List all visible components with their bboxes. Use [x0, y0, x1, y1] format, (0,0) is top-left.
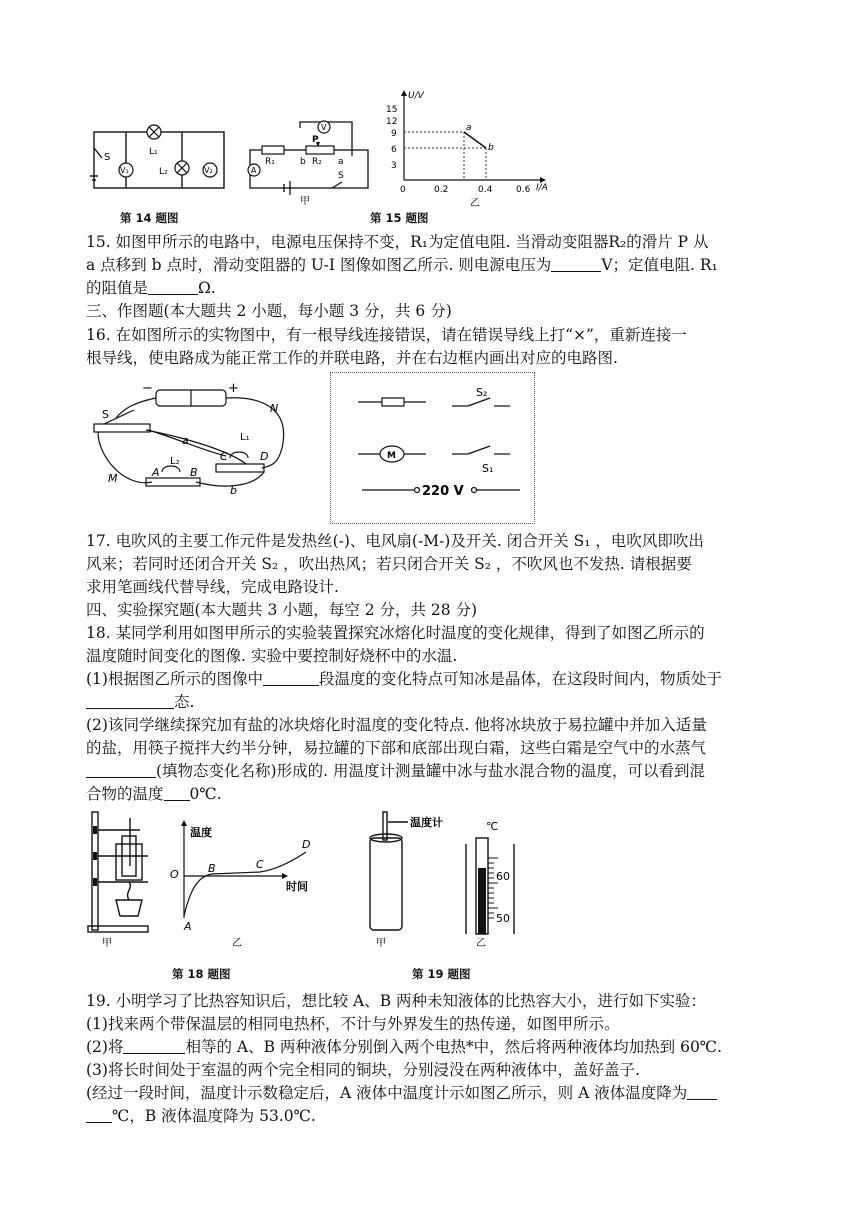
- fig18-point-a: A: [184, 920, 192, 933]
- fig15-a-point-label: a: [338, 157, 344, 167]
- q19-blank-temp-part2[interactable]: [86, 1107, 112, 1123]
- q15-line1: 15. 如图甲所示的电路中，电源电压保持不变，R₁为定值电阻. 当滑动变阻器R₂的滑片 P 从: [86, 233, 709, 251]
- fig18-point-b: B: [208, 862, 216, 875]
- fig16-wire-n: N: [270, 402, 279, 415]
- fig15-circuit-label: 甲: [300, 196, 310, 207]
- q18-line5: (2)该同学继续探究加有盐的冰块熔化时温度的变化特点. 他将冰块放于易拉罐中并加入适量: [86, 716, 707, 734]
- fig15-s-label: S: [338, 171, 344, 181]
- q19-line3a: (2)将: [86, 1038, 124, 1056]
- q18-line4b: 态.: [174, 693, 195, 711]
- q19-blank-temp-part1[interactable]: [687, 1084, 717, 1100]
- fig18-graph-label: 乙: [232, 938, 242, 948]
- fig14-v2-label: V₂: [204, 166, 213, 175]
- figure-15-circuit: [244, 118, 374, 208]
- fig15-xtick: 0.4: [478, 185, 493, 195]
- fig19-tick-60: 60: [496, 870, 510, 883]
- fig15-ytick: 12: [386, 117, 398, 127]
- fig19-thermometer-label: 温度计: [410, 816, 443, 829]
- q18-line7b: (填物态变化名称)形成的. 用温度计测量罐中冰与盐水混合物的温度，可以看到混: [156, 762, 705, 780]
- figure-15-ui-graph: [382, 88, 562, 208]
- q15-line3b: Ω.: [198, 279, 216, 297]
- section-4-heading: 四、实验探究题(本大题共 3 小题，每空 2 分，共 28 分): [86, 601, 478, 619]
- fig15-ytick: 9: [391, 129, 397, 139]
- q18-blank-segment[interactable]: [263, 670, 319, 686]
- section-3-heading: 三、作图题(本大题共 2 小题，每小题 3 分，共 6 分): [86, 302, 452, 320]
- fig15-xtick: 0.6: [516, 185, 531, 195]
- fig15-v-label: V: [321, 123, 327, 132]
- q16-line1: 16. 在如图所示的实物图中，有一根导线连接错误，请在错误导线上打“×”，重新连接一: [86, 326, 687, 344]
- fig16-box-s2-label: S₂: [476, 386, 488, 399]
- fig18-ylabel: 温度: [190, 826, 212, 839]
- figure-18-apparatus: [86, 808, 166, 948]
- figure-18-temperature-graph: [164, 818, 324, 948]
- fig16-box-motor-label: M: [387, 451, 396, 461]
- fig15-a-label: A: [251, 166, 257, 175]
- fig15-ytick: 15: [386, 105, 398, 115]
- fig14-v1-label: V₁: [120, 166, 129, 175]
- q19-line6b: ℃，B 液体温度降为 53.0℃.: [112, 1107, 316, 1125]
- fig19-right-label: 乙: [476, 938, 486, 948]
- q18-blank-state[interactable]: [86, 693, 174, 709]
- q19-line2: (1)找来两个带保温层的相同电热杯，不计与外界发生的热传递，如图甲所示。: [86, 1015, 620, 1033]
- fig16-b-label: B: [190, 466, 198, 479]
- q15-blank-voltage[interactable]: [551, 256, 601, 272]
- q18-line3a: (1)根据图乙所示的图像中: [86, 670, 263, 688]
- q16-line2: 根导线，使电路成为能正常工作的并联电路，并在右边框内画出对应的电路图.: [86, 349, 618, 367]
- fig15-caption: 第 15 题图: [370, 211, 429, 225]
- fig16-wire-m: M: [108, 472, 118, 485]
- q17-line1: 17. 电吹风的主要工作元件是发热丝(-)、电风扇(-M-)及开关. 闭合开关 S₁ ，电吹风即吹出: [86, 532, 704, 550]
- fig15-ytick: 6: [391, 145, 397, 155]
- fig16-l2-label: L₂: [170, 456, 180, 467]
- q15-blank-resistance[interactable]: [148, 279, 198, 295]
- q19-line4: (3)将长时间处于室温的两个完全相同的铜块，分别浸没在两种液体中，盖好盖子.: [86, 1061, 640, 1079]
- fig14-l2-label: L₂: [159, 167, 168, 177]
- q18-line3b: 段温度的变化特点可知冰是晶体，在这段时间内，物质处于: [318, 670, 722, 688]
- fig15-xtick: 0.2: [434, 185, 449, 195]
- q18-blank-compare[interactable]: [164, 785, 190, 801]
- q19-blank-quantity[interactable]: [123, 1038, 185, 1054]
- fig16-box-supply-label: 220 V: [422, 484, 464, 499]
- fig16-s-label: S: [102, 408, 109, 421]
- figure-16-physical-circuit: [86, 378, 301, 508]
- q15-line3a: 的阻值是: [86, 279, 149, 297]
- fig15-point-b: b: [488, 143, 494, 153]
- q18-line1: 18. 某同学利用如图甲所示的实验装置探究冰熔化时温度的变化规律，得到了如图乙所示的: [86, 624, 705, 642]
- q17-line2: 风来；若同时还闭合开关 S₂ ，吹出热风；若只闭合开关 S₂ ，不吹风也不发热. 请根据要: [86, 555, 692, 573]
- fig15-b-label: b: [300, 157, 306, 167]
- fig16-wire-b: b: [230, 484, 237, 497]
- fig15-xlabel: I/A: [536, 183, 548, 193]
- fig15-xtick: 0: [400, 185, 406, 195]
- fig16-l1-label: L₁: [240, 432, 250, 443]
- fig18-origin: O: [170, 868, 179, 881]
- fig14-s-label: S: [104, 152, 111, 163]
- q18-line8b: 0℃.: [189, 785, 222, 803]
- fig15-point-a: a: [466, 123, 472, 133]
- fig15-ylabel: U/V: [408, 91, 424, 101]
- fig16-box-s1-label: S₁: [482, 462, 494, 475]
- q18-line6: 的盐，用筷子搅拌大约半分钟，易拉罐的下部和底部出现白霜，这些白霜是空气中的水蒸气: [86, 739, 707, 757]
- fig16-component-symbols: [340, 384, 530, 512]
- q15-line2b: V；定值电阻. R₁: [601, 256, 718, 274]
- fig16-a-label: A: [152, 466, 160, 479]
- q18-line2: 温度随时间变化的图像. 实验中要控制好烧杯中的水温.: [86, 647, 458, 665]
- q18-line8a: 合物的温度: [86, 785, 164, 803]
- q15-line2a: a 点移到 b 点时，滑动变阻器的 U-I 图像如图乙所示. 则电源电压为: [86, 256, 552, 274]
- fig14-caption: 第 14 题图: [120, 211, 179, 225]
- fig15-ytick: 3: [391, 161, 397, 171]
- fig18-apparatus-label: 甲: [102, 938, 112, 948]
- q18-blank-phase-change[interactable]: [86, 762, 156, 778]
- fig16-pos-terminal: +: [228, 381, 239, 396]
- fig19-tick-50: 50: [496, 912, 510, 925]
- fig15-r1-label: R₁: [265, 157, 275, 167]
- fig15-graph-label: 乙: [470, 198, 480, 208]
- figure-19-cup-and-thermometer: [362, 808, 532, 948]
- q19-line1: 19. 小明学习了比热容知识后，想比较 A、B 两种未知液体的比热容大小，进行如下实验：: [86, 992, 707, 1010]
- fig18-point-c: C: [256, 858, 264, 871]
- fig19-left-label: 甲: [376, 938, 386, 948]
- fig15-r2-label: R₂: [312, 157, 322, 167]
- fig18-xlabel: 时间: [286, 880, 308, 893]
- figure-14-circuit: [86, 118, 236, 208]
- q19-line5a: (经过一段时间，温度计示数稳定后，A 液体中温度计示如图乙所示，则 A 液体温度降为: [86, 1084, 688, 1102]
- fig16-wire-a: a: [182, 434, 189, 447]
- fig16-c-label: C: [220, 450, 228, 463]
- fig14-l1-label: L₁: [149, 147, 158, 157]
- fig16-neg-terminal: −: [142, 381, 153, 396]
- fig19-caption: 第 19 题图: [412, 967, 471, 981]
- fig18-caption: 第 18 题图: [172, 967, 231, 981]
- fig15-p-label: P: [312, 135, 319, 145]
- q17-line3: 求用笔画线代替导线，完成电路设计.: [86, 578, 339, 596]
- q19-line3b: 相等的 A、B 两种液体分别倒入两个电热*中，然后将两种液体均加热到 60℃.: [185, 1038, 723, 1056]
- fig16-d-label: D: [260, 450, 269, 463]
- fig19-unit: ℃: [486, 820, 499, 833]
- fig18-point-d: D: [302, 838, 311, 851]
